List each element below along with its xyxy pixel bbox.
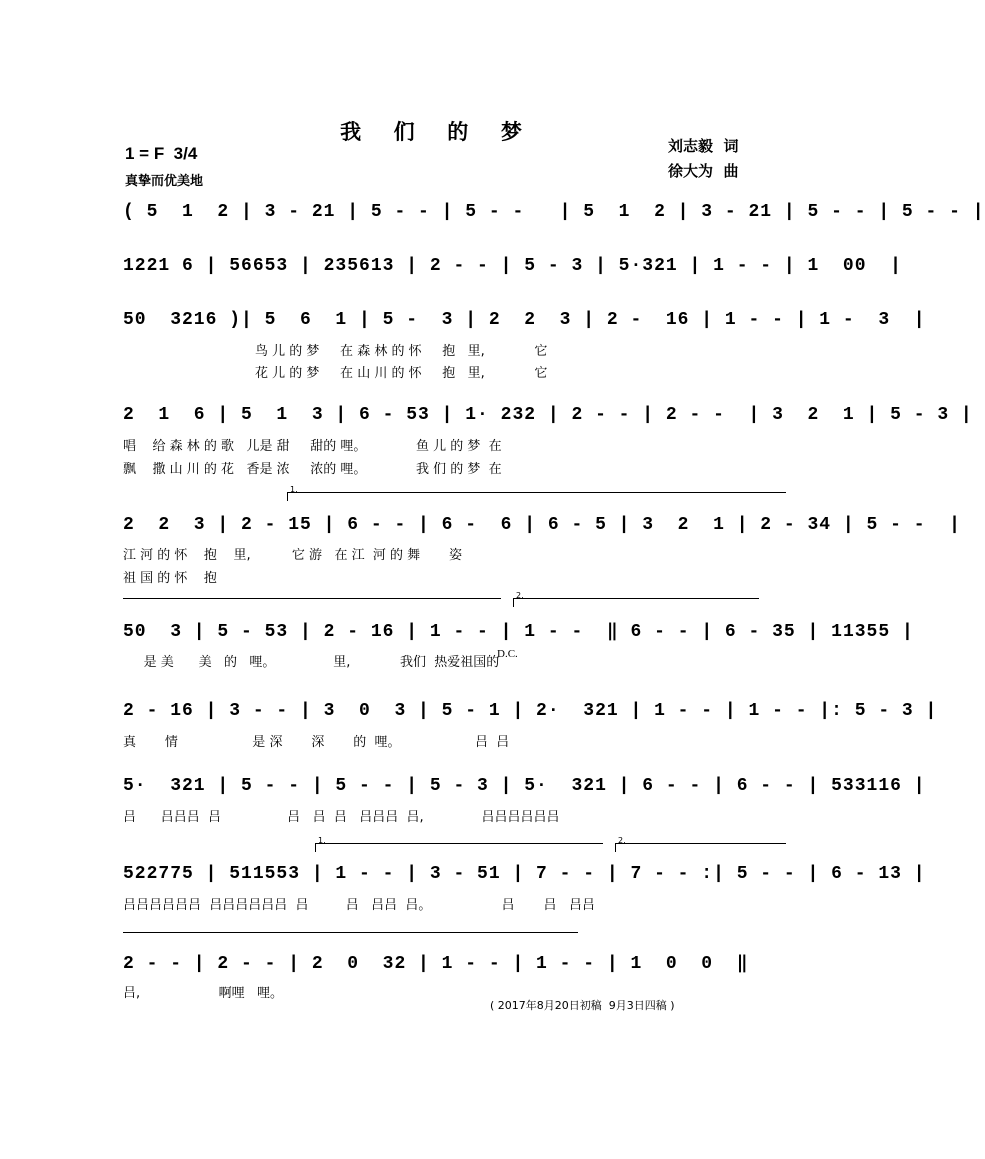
notation-row-8: 5· 321 | 5 - - | 5 - - | 5 - 3 | 5· 321 | 6 - - | 6 - - | 533116 |: [123, 776, 926, 796]
composer-credit: 徐大为 曲: [668, 162, 739, 180]
notation-row-6: 50 3 | 5 - 53 | 2 - 16 | 1 - - | 1 - - ‖ 6 - - | 6 - 35 | 11355 |: [123, 622, 914, 642]
lyric-line-6: 祖 国 的 怀 抱: [123, 571, 217, 586]
page-title: 我 们 的 梦: [340, 120, 528, 144]
volta-bracket-second: 2.: [513, 598, 759, 607]
notation-row-9: 522775 | 511553 | 1 - - | 3 - 51 | 7 - - | 7 - - :| 5 - - | 6 - 13 |: [123, 864, 926, 884]
notation-row-7: 2 - 16 | 3 - - | 3 0 3 | 5 - 1 | 2· 321 | 1 - - | 1 - - |: 5 - 3 |: [123, 701, 938, 721]
lyric-line-2: 花 儿 的 梦 在 山 川 的 怀 抱 里, 它: [255, 366, 548, 381]
volta-line-top: [123, 598, 501, 599]
lyric-line-1: 鸟 儿 的 梦 在 森 林 的 怀 抱 里, 它: [255, 344, 548, 359]
notation-row-4: 2 1 6 | 5 1 3 | 6 - 53 | 1· 232 | 2 - - | 2 - - | 3 2 1 | 5 - 3 |: [123, 405, 973, 425]
key-time-signature: 1 = F 3/4: [125, 144, 198, 163]
volta-bracket-first: 1.: [287, 492, 786, 501]
notation-row-1: ( 5 1 2 | 3 - 21 | 5 - - | 5 - - | 5 1 2 | 3 - 21 | 5 - - | 5 - - |: [123, 202, 985, 222]
lyric-line-3: 唱 给 森 林 的 歌 儿是 甜 甜的 哩。 鱼 儿 的 梦 在: [123, 439, 502, 454]
lyric-line-4: 飘 撒 山 川 的 花 香是 浓 浓的 哩。 我 们 的 梦 在: [123, 462, 502, 477]
lyric-line-11: 吕, 啊哩 哩。: [123, 986, 284, 1001]
notation-row-5: 2 2 3 | 2 - 15 | 6 - - | 6 - 6 | 6 - 5 | 3 2 1 | 2 - 34 | 5 - - |: [123, 515, 961, 535]
lyricist-credit: 刘志毅 词: [668, 137, 739, 155]
notation-row-3: 50 3216 )| 5 6 1 | 5 - 3 | 2 2 3 | 2 - 16 | 1 - - | 1 - 3 |: [123, 310, 926, 330]
lyric-line-10: 吕吕吕吕吕吕 吕吕吕吕吕吕 吕 吕 吕吕 吕。 吕 吕 吕吕: [123, 898, 595, 913]
notation-row-10: 2 - - | 2 - - | 2 0 32 | 1 - - | 1 - - | 1 0 0 ‖: [123, 954, 749, 974]
volta-bracket-second-b: 2.: [615, 843, 786, 852]
notation-row-2: 1221 6 | 56653 | 235613 | 2 - - | 5 - 3 | 5·321 | 1 - - | 1 00 |: [123, 256, 902, 276]
revision-note: ( 2017年8月20日初稿 9月3日四稿 ): [490, 999, 675, 1012]
lyric-line-7: 是 美 美 的 哩。 里, 我们 热爱祖国的: [123, 655, 500, 670]
tempo-marking: 真挚而优美地: [125, 174, 204, 189]
lyric-line-5: 江 河 的 怀 抱 里, 它 游 在 江 河 的 舞 姿: [123, 548, 463, 563]
volta-bracket-first-b: 1.: [315, 843, 603, 852]
da-capo-mark: D.C.: [497, 648, 518, 660]
lyric-line-9: 吕 吕吕吕 吕 吕 吕 吕 吕吕吕 吕, 吕吕吕吕吕吕: [123, 810, 560, 825]
volta-line-bottom: [123, 932, 578, 933]
lyric-line-8: 真 情 是 深 深 的 哩。 吕 吕: [123, 735, 510, 750]
